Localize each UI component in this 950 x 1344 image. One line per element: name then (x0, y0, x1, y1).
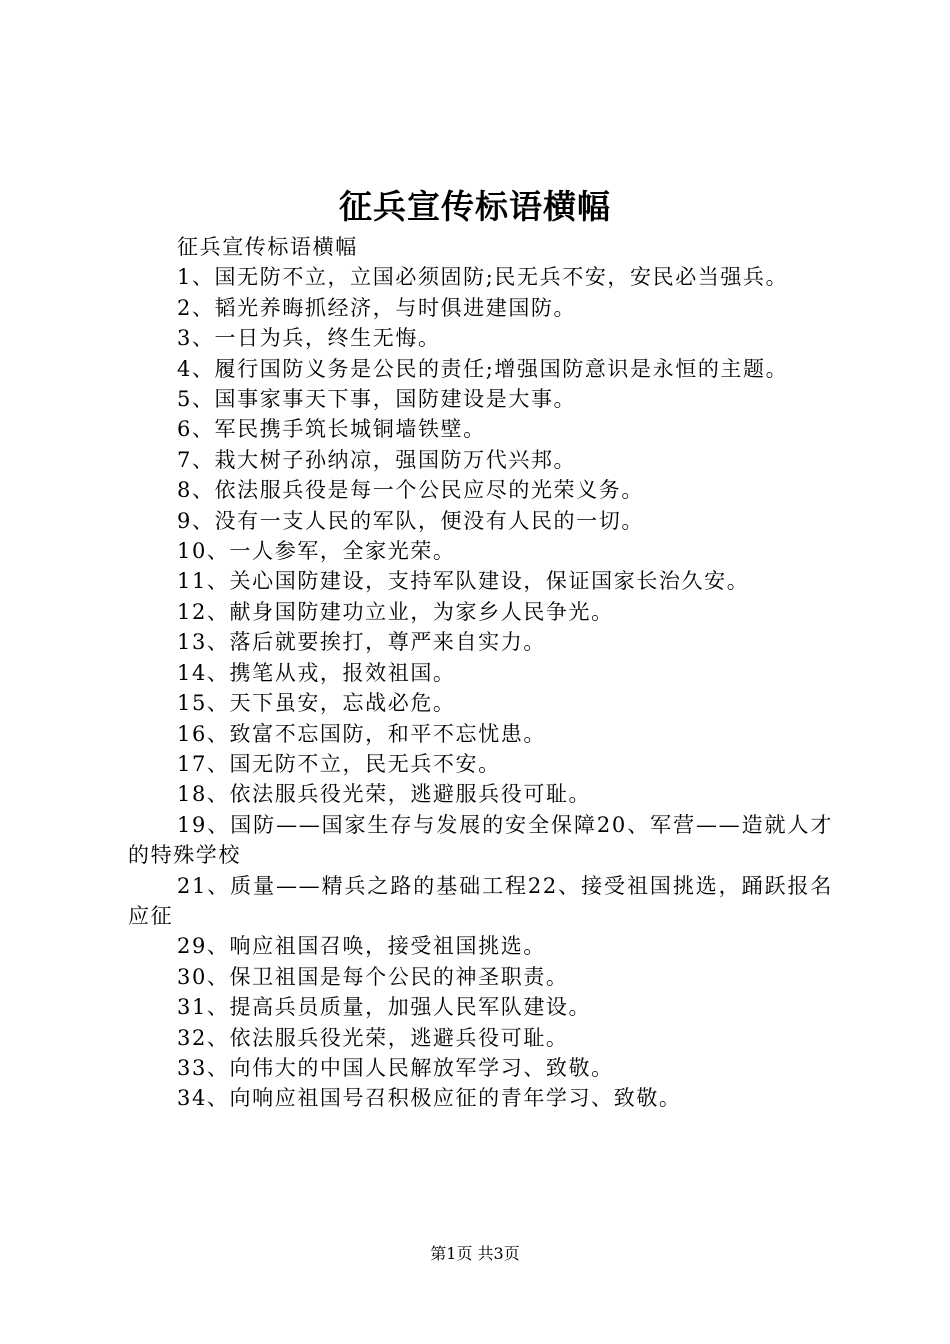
slogan-30: 30、保卫祖国是每个公民的神圣职责。 (177, 964, 569, 989)
slogan-29: 29、响应祖国召唤，接受祖国挑选。 (177, 934, 546, 959)
paragraph-intro: 征兵宣传标语横幅 (177, 235, 358, 259)
slogan-5: 5、国事家事天下事，国防建设是大事。 (177, 387, 577, 412)
slogan-7: 7、栽大树子孙纳凉，强国防万代兴邦。 (177, 447, 577, 472)
slogan-10: 10、一人参军，全家光荣。 (177, 539, 456, 564)
slogan-33: 33、向伟大的中国人民解放军学习、致敬。 (177, 1055, 614, 1080)
slogan-1: 1、国无防不立，立国必须固防;民无兵不安，安民必当强兵。 (177, 265, 789, 290)
document-body (128, 232, 833, 1114)
slogan-11: 11、关心国防建设，支持军队建设，保证国家长治久安。 (177, 569, 750, 594)
slogan-2: 2、韬光养晦抓经济，与时俱进建国防。 (177, 295, 577, 320)
slogan-8: 8、依法服兵役是每一个公民应尽的光荣义务。 (177, 478, 644, 503)
slogan-3: 3、一日为兵，终生无悔。 (177, 326, 441, 351)
slogan-12: 12、献身国防建功立业，为家乡人民争光。 (177, 599, 614, 624)
slogan-14: 14、携笔从戎，报效祖国。 (177, 660, 456, 685)
slogan-13: 13、落后就要挨打，尊严来自实力。 (177, 630, 546, 655)
slogan-21-22: 21、质量——精兵之路的基础工程22、接受祖国挑选，踊跃报名应征 (128, 873, 833, 928)
slogan-32: 32、依法服兵役光荣，逃避兵役可耻。 (177, 1025, 569, 1050)
slogan-31: 31、提高兵员质量，加强人民军队建设。 (177, 995, 592, 1020)
slogan-19-20: 19、国防——国家生存与发展的安全保障20、军营——造就人才的特殊学校 (128, 812, 833, 868)
slogan-6: 6、军民携手筑长城铜墙铁壁。 (177, 417, 486, 442)
page-footer: 第1页 共3页 (430, 1244, 520, 1263)
document-title: 征兵宣传标语横幅 (339, 187, 611, 226)
slogan-18: 18、依法服兵役光荣，逃避服兵役可耻。 (177, 782, 592, 807)
slogan-9: 9、没有一支人民的军队，便没有人民的一切。 (177, 508, 644, 533)
slogan-16: 16、致富不忘国防，和平不忘忧患。 (177, 721, 546, 746)
slogan-15: 15、天下虽安，忘战必危。 (177, 691, 456, 716)
slogan-17: 17、国无防不立，民无兵不安。 (177, 751, 501, 776)
slogan-4: 4、履行国防义务是公民的责任;增强国防意识是永恒的主题。 (177, 356, 789, 381)
slogan-34: 34、向响应祖国号召积极应征的青年学习、致敬。 (177, 1086, 682, 1111)
